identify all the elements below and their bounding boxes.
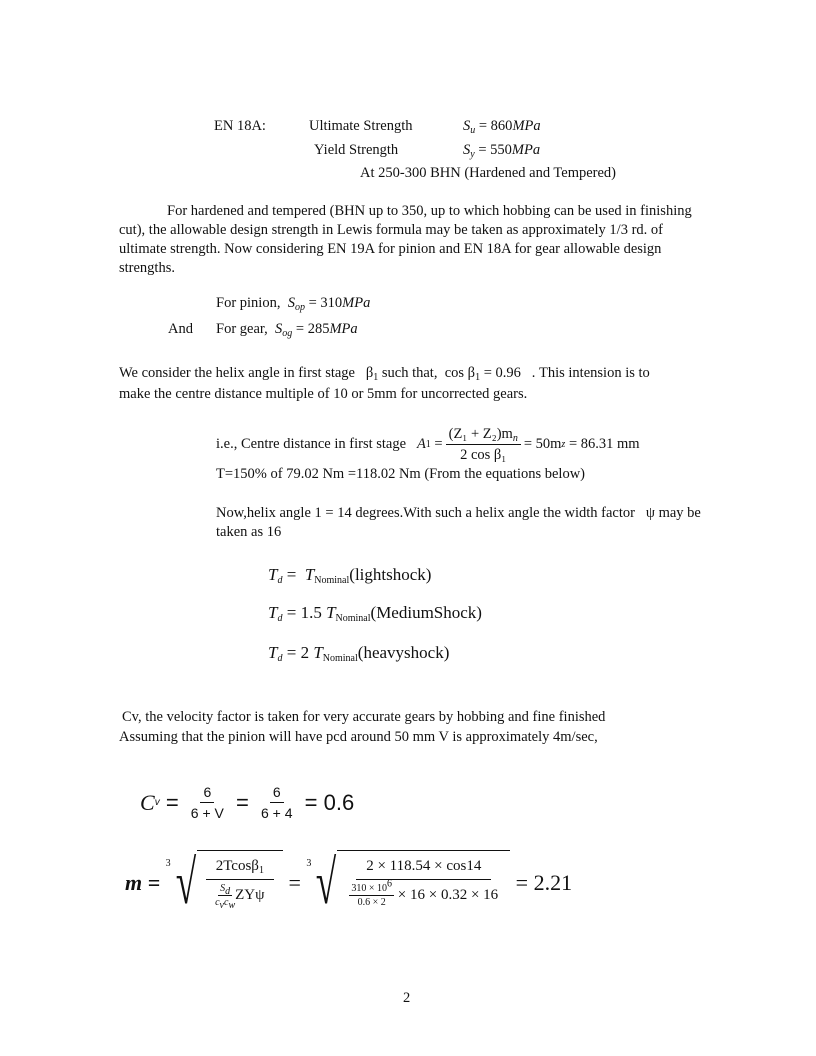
paragraph-design-strength: For hardened and tempered (BHN up to 350, up to which hobbing can be used in finishing cut), the allowable design strength in Lewis formula may be taken as approximately 1/3 rd. of ultimate strength. Now considering EN 19A for pinion and EN 18A for gear allowable design strengths. xyxy=(119,203,692,276)
value: = 310 xyxy=(308,295,343,311)
subscript: v xyxy=(219,900,224,912)
equals: = xyxy=(286,603,297,622)
coefficient: 2 xyxy=(300,643,310,662)
subscript: Nominal xyxy=(322,653,358,664)
mini-numerator xyxy=(349,878,394,896)
equals: = xyxy=(288,870,301,895)
pinion-strength xyxy=(216,295,370,312)
helix-angle-note-line-2: taken as 16 xyxy=(216,524,282,540)
label: i.e., Centre distance in first stage xyxy=(216,436,407,452)
mini-fraction xyxy=(215,882,236,912)
text: 310 × 10 xyxy=(351,883,388,895)
numerator xyxy=(206,853,274,880)
t-symbol: T xyxy=(326,603,336,622)
cube-root-general xyxy=(165,849,283,917)
symbol: S xyxy=(463,142,471,158)
t-symbol: T xyxy=(304,565,315,584)
root-index: 3 xyxy=(306,858,312,869)
c-symbol: c xyxy=(215,897,220,909)
mini-fraction xyxy=(349,878,394,909)
subscript: n xyxy=(512,433,518,444)
helix-angle-note-line-1 xyxy=(216,505,701,522)
note: (heavyshock) xyxy=(357,643,450,662)
result: = 0.6 xyxy=(304,789,355,815)
velocity-line-1: Cv, the velocity factor is taken for very accurate gears by hobbing and fine finished xyxy=(122,709,606,725)
denominator xyxy=(346,880,501,910)
material-condition: At 250-300 BHN (Hardened and Tempered) xyxy=(360,165,617,181)
ultimate-strength-label: Ultimate Strength xyxy=(309,118,413,134)
note: (lightshock) xyxy=(349,565,432,584)
radicand xyxy=(337,850,510,910)
yield-strength-formula xyxy=(463,142,540,159)
text: such that, xyxy=(381,365,438,381)
torque-line: T=150% of 79.02 Nm =118.02 Nm (From the equations below) xyxy=(216,466,586,482)
mini-denominator xyxy=(215,896,236,912)
equals: = xyxy=(236,789,249,815)
symbol: A xyxy=(416,436,426,452)
note: (MediumShock) xyxy=(370,603,482,622)
design-torque-heavy xyxy=(268,643,449,663)
t-symbol: T xyxy=(313,643,323,662)
gear-strength xyxy=(216,321,358,338)
radical-icon: √ xyxy=(316,849,337,917)
velocity-line-2: Assuming that the pinion will have pcd around 50 mm V is approximately 4m/sec, xyxy=(119,729,598,745)
exponent: 6 xyxy=(387,878,393,890)
coefficient: 1.5 xyxy=(300,603,322,622)
unit: MPa xyxy=(512,118,541,134)
cos-value: = 0.96 xyxy=(483,365,521,381)
numerator-text: (Z₁ + Z₂)m xyxy=(448,426,513,442)
subscript: op xyxy=(294,302,305,313)
module-equation xyxy=(125,849,573,917)
design-torque-light xyxy=(268,565,431,585)
mini-denominator: 0.6 × 2 xyxy=(357,897,386,909)
zy-psi: ZYψ xyxy=(235,887,265,903)
gear-label: For gear, xyxy=(216,321,268,337)
equals: = xyxy=(434,436,443,452)
result: = 2.21 xyxy=(515,870,573,895)
mini-numerator xyxy=(218,882,232,896)
value: = 550 xyxy=(478,142,512,158)
subscript: 1 xyxy=(475,372,481,383)
beta-symbol: β xyxy=(365,365,374,381)
lhs: T xyxy=(268,643,278,662)
lhs: C xyxy=(140,789,155,815)
numerator: 6 xyxy=(200,782,214,803)
value: = 860 xyxy=(478,118,513,134)
unit: MPa xyxy=(511,142,541,158)
radical-icon: √ xyxy=(175,849,196,917)
page-number: 2 xyxy=(403,990,411,1006)
numerator xyxy=(446,424,521,445)
denominator: 2 cos β₁ xyxy=(460,447,507,463)
sd-symbol: S xyxy=(220,883,226,895)
value: = 285 xyxy=(295,321,330,337)
fraction-general xyxy=(188,782,227,823)
symbol: S xyxy=(275,321,283,337)
result: = 86.31 mm xyxy=(568,436,640,452)
text: . This intension is to xyxy=(531,365,650,381)
numerator: 2 × 118.54 × cos14 xyxy=(356,853,491,880)
centre-distance-equation: i.e., Centre distance in first stage A 1 = $\frac{(Z_1 + Z_2)m_n}{\text{2 cos β₁}}$ = 50m z = 86.31 mm xyxy=(216,426,640,463)
subscript: Nominal xyxy=(335,613,371,624)
text: We consider the helix angle in first stage xyxy=(119,365,355,381)
subscript: 1 xyxy=(373,372,379,383)
root-index: 3 xyxy=(165,858,171,869)
helix-line-1 xyxy=(119,365,650,382)
lhs: T xyxy=(268,565,278,584)
lhs: T xyxy=(268,603,278,622)
subscript: d xyxy=(277,575,283,586)
fraction xyxy=(206,853,274,910)
cos-expression: cos β xyxy=(444,365,476,381)
ultimate-strength-formula xyxy=(463,118,541,135)
yield-strength-label: Yield Strength xyxy=(314,142,399,158)
subscript: 1 xyxy=(258,865,264,876)
equals: = xyxy=(286,565,297,584)
subscript: u xyxy=(470,125,476,136)
subscript: d xyxy=(225,886,231,898)
unit: MPa xyxy=(329,321,358,337)
symbol: S xyxy=(463,118,471,134)
symbol: S xyxy=(287,295,295,311)
helix-line-2: make the centre distance multiple of 10 or 5mm for uncorrected gears. xyxy=(119,386,528,402)
fraction xyxy=(346,853,501,910)
and-label: And xyxy=(168,321,193,337)
material-name: EN 18A: xyxy=(214,118,266,134)
fraction-values xyxy=(258,782,296,823)
subscript: w xyxy=(228,900,236,912)
subscript: Nominal xyxy=(314,575,350,586)
text: Now,helix angle 1 = 14 degrees.With such a helix angle the width factor xyxy=(216,505,635,521)
fraction xyxy=(446,424,521,465)
subscript: y xyxy=(470,149,475,160)
rhs: = 50m xyxy=(523,436,562,452)
numerator: 6 xyxy=(270,782,284,803)
unit: MPa xyxy=(342,295,371,311)
design-torque-medium xyxy=(268,603,482,623)
cv-equation: C v = $\frac{6}{6 + V}$ = $\frac{6}{6 + 4}$ = 0.6 xyxy=(140,784,355,821)
cube-root-values xyxy=(306,849,510,917)
subscript: d xyxy=(277,613,283,624)
psi-symbol: ψ xyxy=(645,505,655,521)
equals: = xyxy=(165,789,179,815)
denominator: 6 + 4 xyxy=(261,805,293,821)
numerator-text: 2Tcosβ xyxy=(215,858,259,874)
c-symbol: c xyxy=(224,897,229,909)
equals: = xyxy=(286,643,297,662)
subscript: d xyxy=(277,653,283,664)
pinion-label: For pinion, xyxy=(216,295,281,311)
denominator xyxy=(212,880,267,910)
subscript: og xyxy=(282,328,293,339)
lhs: m = xyxy=(125,870,161,895)
denominator: 6 + V xyxy=(190,805,224,821)
text: may be xyxy=(658,505,701,521)
radicand xyxy=(197,850,283,910)
rest: × 16 × 0.32 × 16 xyxy=(397,887,499,903)
